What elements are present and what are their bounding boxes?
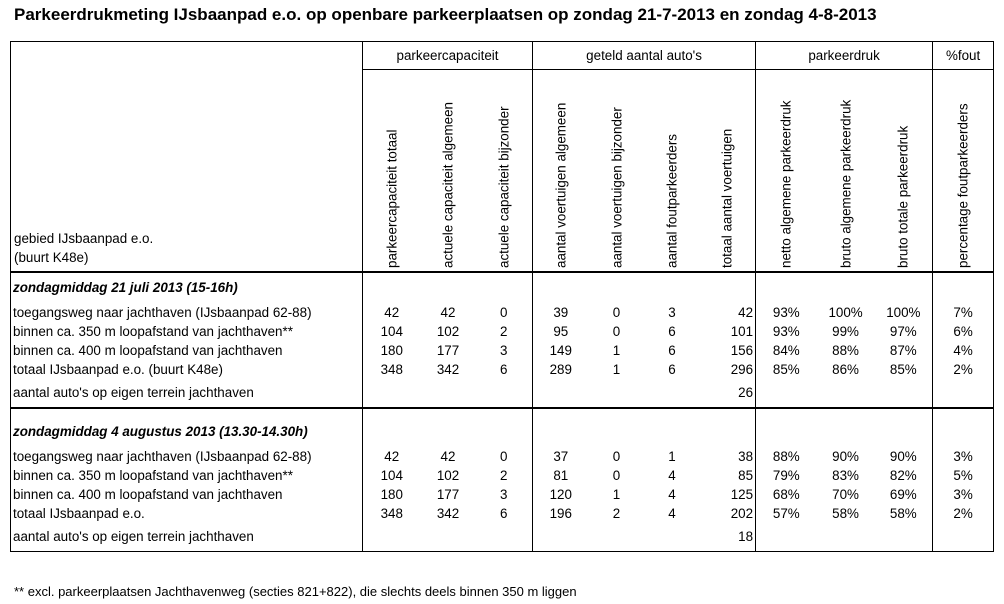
cell: 90% [875,447,933,466]
cell: 6 [476,360,533,379]
row-label: aantal auto's op eigen terrein jachthaven [11,523,363,552]
cell: 38 [700,447,756,466]
cell: 6 [668,323,676,339]
column-header: aantal voertuigen bijzonder [609,106,625,268]
cell: 6 [668,342,676,358]
parking-pressure-table [10,41,994,552]
column-header: bruto totale parkeerdruk [895,125,911,268]
cell: 39 [553,304,569,320]
cell: 2 [476,466,533,485]
cell: 83% [832,467,859,483]
table-row-total [11,360,994,379]
page-title: Parkeerdrukmeting IJsbaanpad e.o. op openbare parkeerplaatsen op zondag 21-7-2013 en zondag 4-8-2013 [14,5,877,24]
cell: 0 [612,448,621,464]
cell: 101 [700,322,756,341]
cell: 69% [875,485,933,504]
cell: 58% [875,504,933,523]
row-label: totaal IJsbaanpad e.o. [11,504,363,523]
area-label-line2: (buurt K48e) [14,249,89,265]
cell: 180 [380,486,403,502]
column-header: totaal aantal voertuigen [719,128,735,268]
cell: 0 [612,304,621,320]
cell: 149 [549,342,572,358]
cell: 4% [933,341,994,360]
cell: 202 [700,504,756,523]
cell: 82% [875,466,933,485]
table-row [11,322,994,341]
row-label: binnen ca. 400 m loopafstand van jachthaven [11,485,363,504]
area-label [11,70,363,272]
cell: 2 [612,505,621,521]
cell: 26 [700,379,756,408]
row-label: toegangsweg naar jachthaven (IJsbaanpad 62-88) [11,303,363,322]
column-header: netto algemene parkeerdruk [778,100,794,268]
column-header: aantal voertuigen algemeen [553,102,569,268]
cell: 104 [380,323,403,339]
cell: 88% [772,448,800,464]
cell: 1 [668,448,676,464]
cell: 0 [476,447,533,466]
row-label: totaal IJsbaanpad e.o. (buurt K48e) [11,360,363,379]
cell: 0 [476,303,533,322]
own-terrain-row [11,523,994,552]
cell: 4 [668,505,676,521]
section-heading: zondagmiddag 21 juli 2013 (15-16h) [11,272,363,303]
section-1 [11,272,994,408]
cell: 177 [436,342,460,358]
cell: 93% [772,304,800,320]
cell: 342 [436,505,460,521]
column-header: actuele capaciteit algemeen [440,101,456,268]
cell: 125 [700,485,756,504]
cell: 120 [549,486,572,502]
table-header [11,42,994,272]
table-row [11,341,994,360]
table-row [11,466,994,485]
cell: 90% [832,448,859,464]
row-label: aantal auto's op eigen terrein jachthaven [11,379,363,408]
cell: 99% [832,323,859,339]
cell: 0 [612,467,621,483]
cell: 4 [668,467,676,483]
cell: 86% [832,361,859,377]
cell: 196 [549,505,572,521]
row-label: toegangsweg naar jachthaven (IJsbaanpad 62-88) [11,447,363,466]
cell: 6 [476,504,533,523]
cell: 81 [553,467,569,483]
section-2 [11,408,994,552]
row-label: binnen ca. 400 m loopafstand van jachthaven [11,341,363,360]
cell: 42 [440,304,456,320]
cell: 348 [380,505,403,521]
cell: 97% [875,322,933,341]
cell: 2 [476,322,533,341]
cell: 104 [380,467,403,483]
cell: 85% [875,360,933,379]
cell: 6 [668,361,676,377]
cell: 7% [933,303,994,322]
footnote: ** excl. parkeerplaatsen Jachthavenweg (secties 821+822), die slechts deels binnen 350 m liggen [14,584,577,599]
cell: 100% [828,304,863,320]
cell: 1 [612,361,621,377]
cell: 37 [553,448,569,464]
cell: 342 [436,361,460,377]
cell: 2% [933,504,994,523]
cell: 42 [440,448,456,464]
cell: 0 [612,323,621,339]
table-row [11,485,994,504]
own-terrain-row [11,379,994,408]
cell: 3% [933,485,994,504]
cell: 85% [772,361,800,377]
table-row-total [11,504,994,523]
cell: 84% [772,342,800,358]
cell: 4 [668,486,676,502]
cell: 58% [832,505,859,521]
cell: 70% [832,486,859,502]
cell: 5% [933,466,994,485]
group-header-capaciteit: parkeercapaciteit [363,42,533,70]
row-label: binnen ca. 350 m loopafstand van jachthaven** [11,322,363,341]
column-header: percentage foutparkeerders [955,102,971,268]
cell: 102 [436,323,460,339]
cell: 180 [380,342,403,358]
cell: 57% [772,505,800,521]
header-corner [11,42,363,70]
cell: 79% [772,467,800,483]
cell: 156 [700,341,756,360]
cell: 177 [436,486,460,502]
cell: 85 [700,466,756,485]
table-row [11,447,994,466]
cell: 6% [933,322,994,341]
cell: 100% [875,303,933,322]
cell: 102 [436,467,460,483]
column-header: bruto algemene parkeerdruk [838,99,854,268]
cell: 42 [384,448,400,464]
cell: 3 [668,304,676,320]
group-header-geteld: geteld aantal auto's [533,42,756,70]
column-header: aantal foutparkeerders [664,133,680,268]
section-heading: zondagmiddag 4 augustus 2013 (13.30-14.30h) [11,417,363,447]
column-header: parkeercapaciteit totaal [384,129,400,268]
cell: 3 [476,485,533,504]
cell: 42 [700,303,756,322]
cell: 18 [700,523,756,552]
group-header-fout: %fout [933,42,994,70]
cell: 1 [612,486,621,502]
cell: 348 [380,361,403,377]
cell: 87% [875,341,933,360]
cell: 3 [476,341,533,360]
table-row [11,303,994,322]
cell: 95 [553,323,569,339]
column-header: actuele capaciteit bijzonder [496,105,512,268]
cell: 93% [772,323,800,339]
cell: 2% [933,360,994,379]
cell: 88% [832,342,859,358]
cell: 42 [384,304,400,320]
cell: 296 [700,360,756,379]
area-label-line1: gebied IJsbaanpad e.o. [14,230,154,246]
cell: 1 [612,342,621,358]
cell: 289 [549,361,572,377]
cell: 68% [772,486,800,502]
group-header-druk: parkeerdruk [756,42,933,70]
cell: 3% [933,447,994,466]
row-label: binnen ca. 350 m loopafstand van jachthaven** [11,466,363,485]
